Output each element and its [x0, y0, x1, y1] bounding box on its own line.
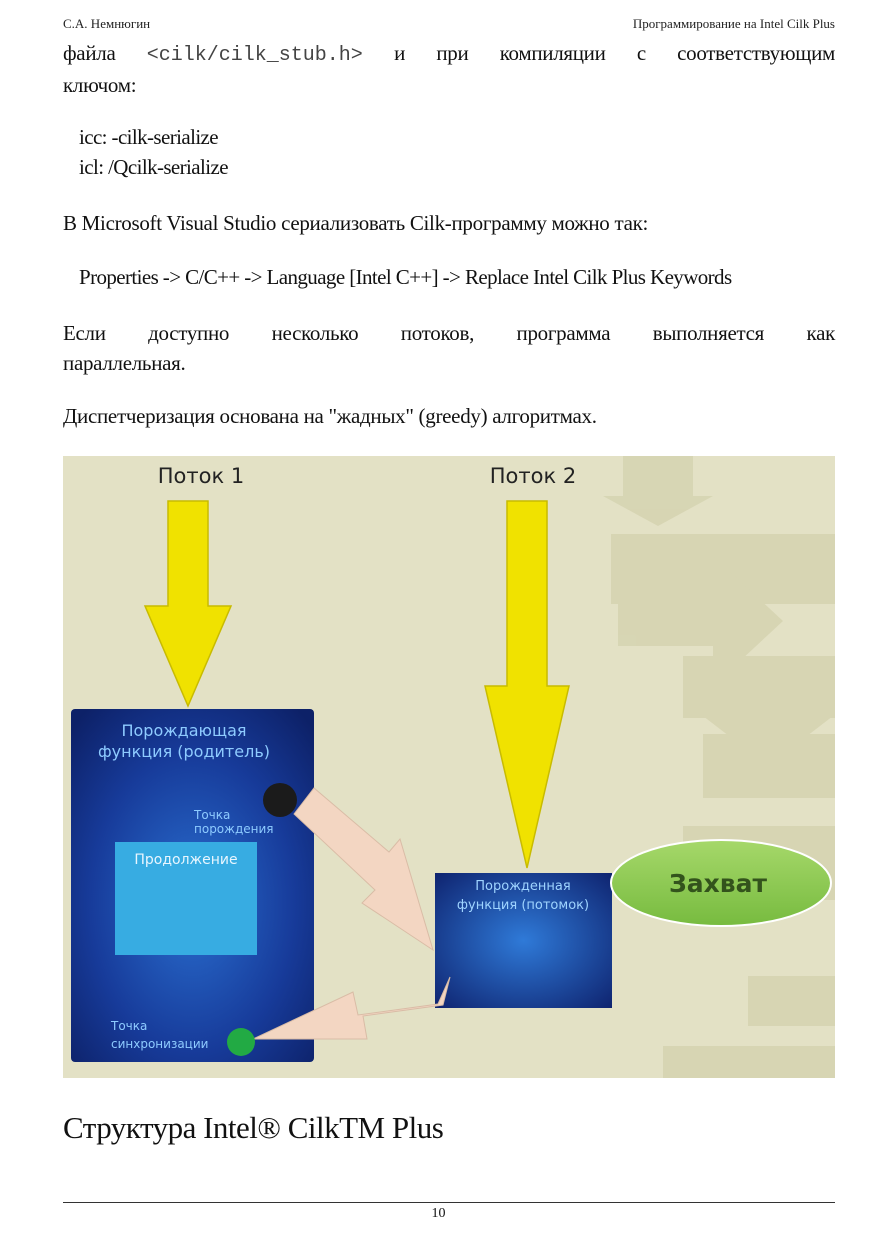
- diagram-canvas: [63, 456, 835, 1078]
- thread-1-label: Поток 1: [157, 464, 245, 488]
- spawn-point-label: порождения: [194, 822, 274, 836]
- code-header-file: <cilk/cilk_stub.h>: [146, 44, 363, 67]
- compiler-flag-icc: icc: -cilk-serialize: [79, 125, 218, 149]
- paragraph-text: Диспетчеризация основана на "жадных" (greedy) алгоритмах.: [63, 404, 597, 428]
- sync-point-label: синхронизации: [111, 1037, 209, 1051]
- child-function-label: функция (потомок): [456, 898, 590, 913]
- paragraph-line: ключом:: [63, 73, 137, 97]
- continuation-label: Продолжение: [134, 852, 238, 868]
- steal-label: Захват: [669, 869, 767, 898]
- child-function-label: Порожденная: [475, 879, 571, 894]
- sync-point-dot: [227, 1028, 255, 1056]
- sync-point-label: Точка: [111, 1019, 148, 1033]
- paragraph-line: [63, 38, 835, 71]
- thread-2-label: Поток 2: [489, 464, 577, 488]
- visual-studio-path: Properties -> C/C++ -> Language [Intel C++] -> Replace Intel Cilk Plus Keywords: [79, 265, 732, 289]
- parent-function-label: функция (родитель): [98, 742, 270, 761]
- spawn-point-dot: [263, 783, 297, 817]
- page-number: 10: [431, 1206, 446, 1221]
- compiler-flag-icl: icl: /Qcilk-serialize: [79, 155, 228, 179]
- paragraph-text: В Microsoft Visual Studio сериализовать Cilk-программу можно так:: [63, 211, 649, 235]
- parent-function-label: Порождающая: [121, 721, 247, 740]
- paragraph-text: файла: [63, 41, 116, 65]
- footer-divider: [63, 1202, 835, 1203]
- paragraph-line: Если доступно несколько потоков, программа выполняется как: [63, 321, 835, 345]
- spawn-point-label: Точка: [194, 808, 231, 822]
- cilk-structure-figure: [63, 456, 835, 1078]
- header-title: Программирование на Intel Cilk Plus: [632, 16, 835, 31]
- header-author: С.А. Немнюгин: [63, 16, 151, 31]
- paragraph-text: и при компиляции с соответствующим: [394, 41, 836, 65]
- figure-caption: Структура Intel® CilkTM Plus: [63, 1110, 444, 1145]
- paragraph-line: параллельная.: [63, 351, 186, 375]
